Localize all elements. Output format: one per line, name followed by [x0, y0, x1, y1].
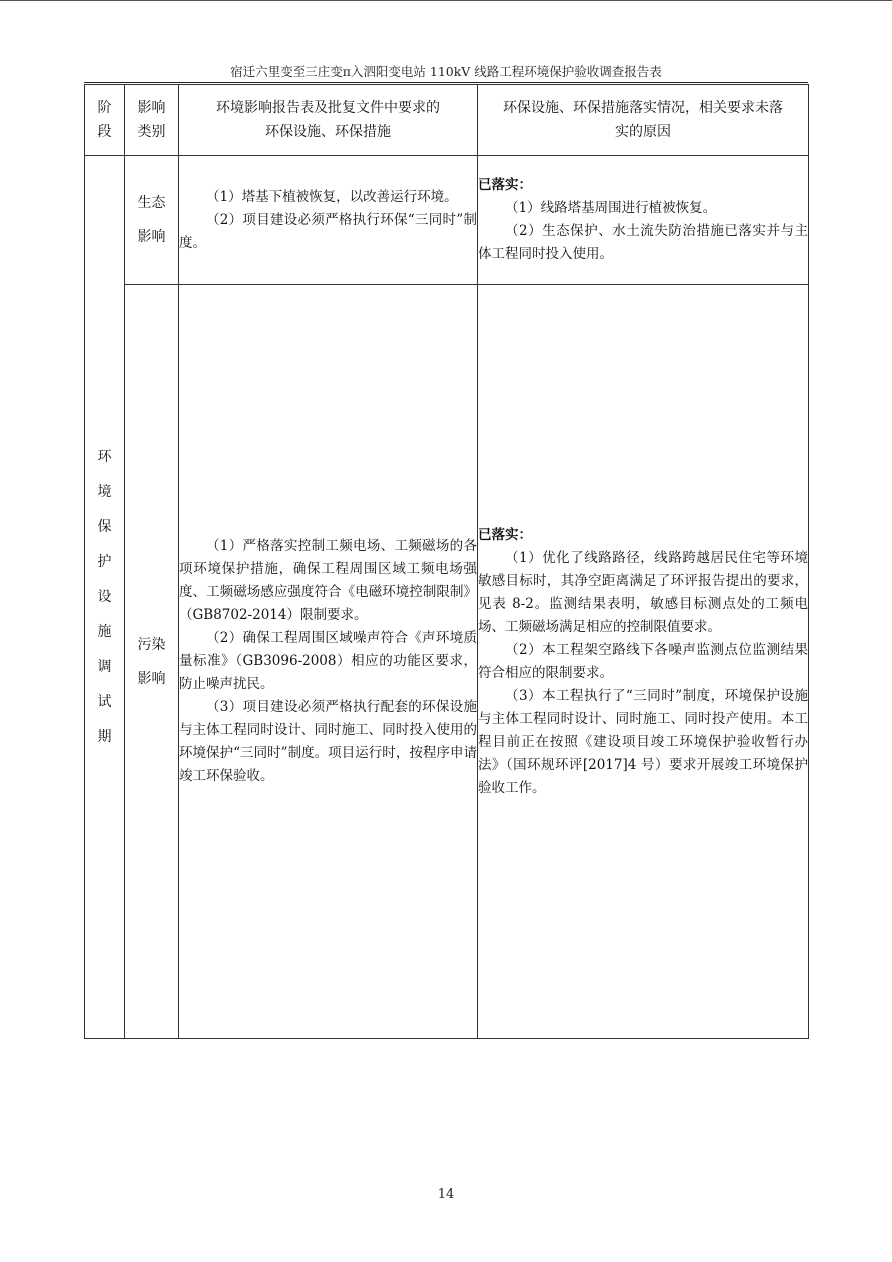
column-header-category	[125, 85, 179, 156]
requirement-item: （2）确保工程周围区域噪声符合《声环境质量标准》（GB3096-2008）相应的功能区要求，防止噪声扰民。	[179, 630, 477, 692]
stage-char: 环	[97, 448, 112, 465]
table-header-row	[85, 85, 809, 156]
page-top-border	[0, 0, 892, 1]
implementation-item: （3）本工程执行了“三同时”制度，环境保护设施与主体工程同时设计、同时施工、同时投产使用。本工程目前正在按照《建设项目竣工环境保护验收暂行办法》（国环规环评[2017]4 号）要求开展竣工环境保护验收工作。	[478, 687, 808, 796]
page-number: 14	[437, 1187, 455, 1202]
requirements-cell-pollution	[179, 285, 478, 1039]
requirements-cell-ecological	[179, 156, 478, 285]
column-header-category-line-1: 影响	[137, 100, 166, 116]
column-header-requirements	[179, 85, 478, 156]
column-header-implementation	[478, 85, 809, 156]
requirement-item: （2）项目建设必须严格执行环保“三同时”制度。	[179, 211, 477, 251]
category-line-1: 污染	[137, 636, 166, 653]
stage-char: 调	[97, 658, 112, 675]
stage-cell	[85, 156, 125, 1039]
implementation-item: （2）本工程架空路线下各噪声监测点位监测结果符合相应的限制要求。	[478, 641, 808, 681]
table-row-ecological	[85, 156, 809, 285]
column-header-stage-line-1: 阶	[97, 100, 112, 116]
implementation-cell-pollution	[478, 285, 809, 1039]
stage-char: 设	[97, 588, 112, 605]
implementation-cell-ecological	[478, 156, 809, 285]
stage-char: 试	[97, 693, 112, 710]
category-line-2: 影响	[137, 229, 166, 245]
column-header-implementation-line-1: 环保设施、环保措施落实情况，相关要求未落	[503, 100, 783, 116]
column-header-stage	[85, 85, 125, 156]
stage-char: 保	[97, 518, 112, 535]
column-header-requirements-line-1: 环境影响报告表及批复文件中要求的	[216, 100, 440, 116]
category-line-2: 影响	[137, 670, 166, 687]
column-header-requirements-line-2: 环保设施、环保措施	[265, 124, 391, 140]
requirement-item: （1）严格落实控制工频电场、工频磁场的各项环境保护措施，确保工程周围区域工频电场强度、工频磁场感应强度符合《电磁环境控制限制》（GB8702-2014）限制要求。	[179, 538, 477, 623]
running-header: 宿迁六里变至三庄变π入泗阳变电站 110kV 线路工程环境保护验收调查报告表	[230, 64, 662, 79]
implementation-item: （1）优化了线路路径，线路跨越居民住宅等环境敏感目标时，其净空距离满足了环评报告提出的要求，见表 8-2。监测结果表明，敏感目标测点处的工频电场、工频磁场满足相应的控制限值要求。	[478, 549, 808, 635]
column-header-implementation-line-2: 实的原因	[615, 124, 671, 140]
table-row-pollution	[85, 285, 809, 1039]
column-header-category-line-2: 类别	[137, 124, 166, 140]
implementation-status: 已落实：	[478, 526, 532, 543]
stage-char: 护	[97, 553, 112, 570]
report-table	[84, 84, 809, 1039]
column-header-stage-line-2: 段	[97, 124, 112, 140]
implementation-item: （1）线路塔基周围进行植被恢复。	[505, 200, 717, 216]
category-cell-ecological	[125, 156, 179, 285]
category-cell-pollution	[125, 285, 179, 1039]
requirement-item: （1）塔基下植被恢复，以改善运行环境。	[206, 188, 458, 205]
implementation-status: 已落实：	[478, 177, 532, 193]
header-rule	[84, 82, 808, 83]
requirement-item: （3）项目建设必须严格执行配套的环保设施与主体工程同时设计、同时施工、同时投入使用的环境保护“三同时”制度。项目运行时，按程序申请竣工环保验收。	[179, 699, 477, 784]
stage-char: 期	[97, 728, 112, 745]
stage-char: 施	[97, 623, 112, 640]
category-line-1: 生态	[137, 195, 166, 211]
implementation-item: （2）生态保护、水土流失防治措施已落实并与主体工程同时投入使用。	[478, 223, 808, 262]
stage-char: 境	[97, 483, 112, 500]
